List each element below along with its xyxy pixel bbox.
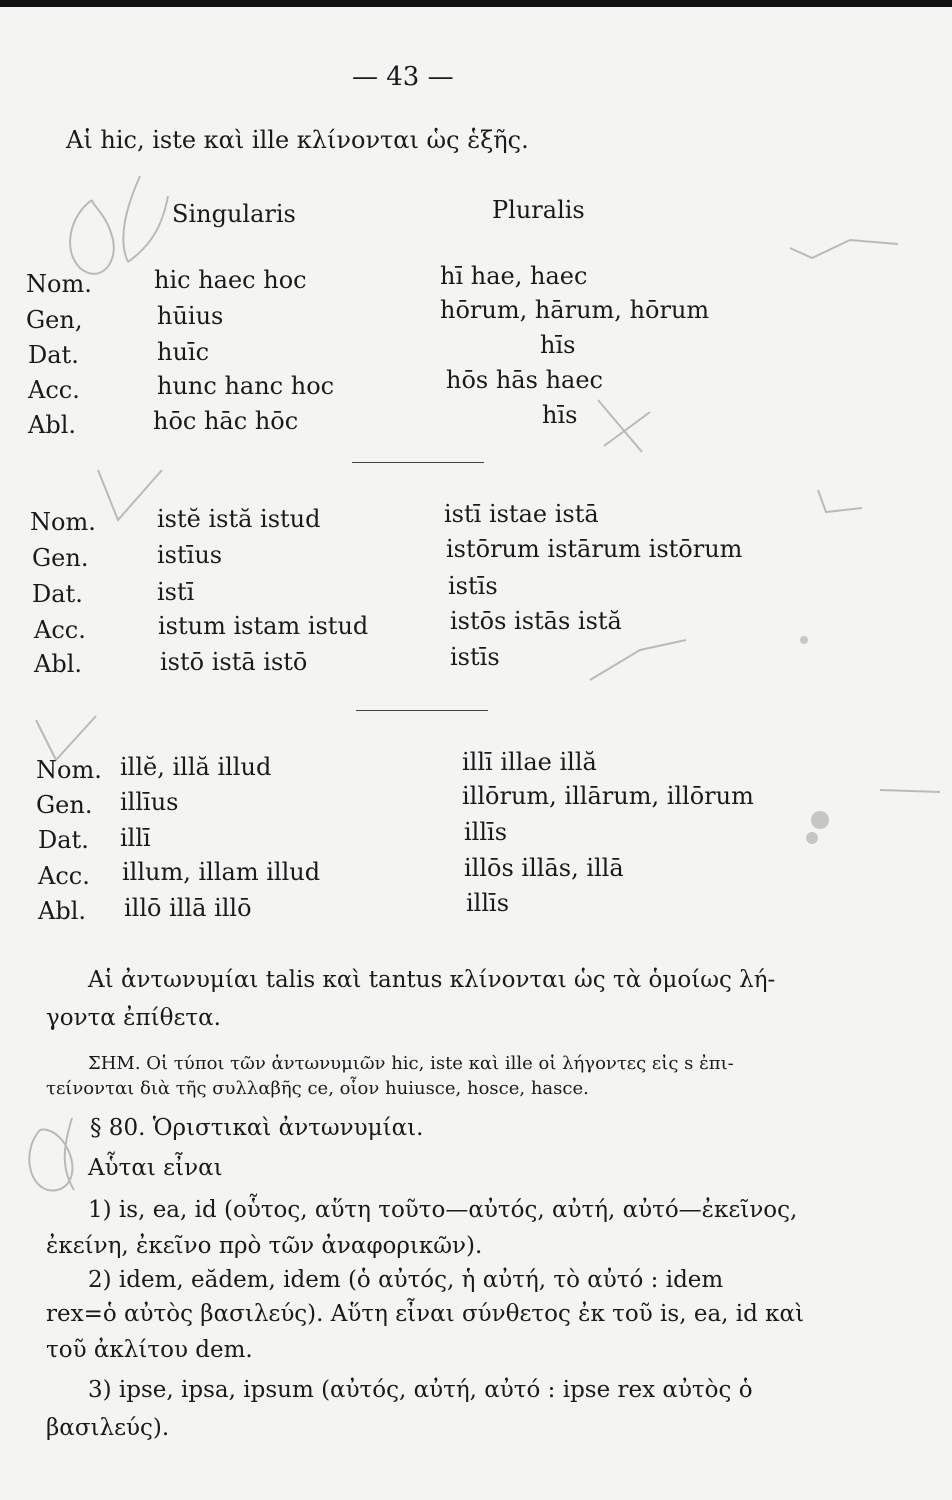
pencil-scribble <box>29 1130 72 1191</box>
list-item-line: τοῦ ἀκλίτου dem. <box>46 1337 253 1363</box>
plural-form: illī illae illă <box>462 748 597 776</box>
pencil-scribble <box>123 176 168 262</box>
plural-form: hīs <box>542 401 578 429</box>
paragraph-talis-line: Aἱ ἀντωνυμίαι talis καὶ tantus κλίνονται ὡς τὰ ὁμοίως λή- <box>88 967 776 993</box>
pencil-scribble <box>880 790 940 792</box>
case-label: Nom. <box>26 270 92 298</box>
singular-form: istĕ istă istud <box>157 505 321 533</box>
pencil-check <box>36 716 96 760</box>
column-header-pluralis: Pluralis <box>492 196 585 224</box>
pencil-check <box>98 470 162 520</box>
note-line: ΣΗΜ. Οἱ τύποι τῶν ἀντωνυμιῶν hic, iste καὶ ille οἱ λήγοντες εἰς s ἐπι- <box>88 1053 734 1074</box>
singular-form: istō istā istō <box>160 648 308 676</box>
case-label: Dat. <box>32 580 83 608</box>
ink-smudge <box>811 811 829 829</box>
case-label: Acc. <box>38 862 90 890</box>
case-label: Dat. <box>28 341 79 369</box>
singular-form: istum istam istud <box>158 612 369 640</box>
case-label: Abl. <box>34 650 82 678</box>
ink-smudge <box>800 636 808 644</box>
singular-form: illō illā illō <box>124 894 252 922</box>
list-item-line: 3) ipse, ipsa, ipsum (αὐτός, αὐτή, αὐτό : ipse rex αὐτὸς ὁ <box>88 1377 753 1403</box>
case-label: Nom. <box>36 756 102 784</box>
plural-form: hōs hās haec <box>446 366 603 394</box>
singular-form: hic haec hoc <box>154 266 307 294</box>
list-item-line: 2) idem, eădem, idem (ὁ αὐτός, ἡ αὐτή, τὸ αὐτό : idem <box>88 1267 724 1293</box>
section-divider <box>356 710 488 711</box>
singular-form: istī <box>157 578 195 606</box>
plural-form: hīs <box>540 331 576 359</box>
column-header-singularis: Singularis <box>172 200 296 228</box>
case-label: Acc. <box>34 616 86 644</box>
page-number: — 43 — <box>352 62 454 92</box>
singular-form: huīc <box>157 338 210 366</box>
case-label: Acc. <box>28 376 80 404</box>
plural-form: istīs <box>450 643 500 671</box>
page-top-edge <box>0 0 952 7</box>
pencil-scribble <box>70 200 114 274</box>
plural-form: istīs <box>448 572 498 600</box>
list-item-line: βασιλεύς). <box>46 1415 170 1441</box>
plural-form: illōs illās, illā <box>464 854 624 882</box>
pencil-scribble <box>590 640 686 680</box>
case-label: Abl. <box>28 411 76 439</box>
singular-form: illum, illam illud <box>122 858 321 886</box>
plural-form: illīs <box>464 818 508 846</box>
paragraph-talis-line: γοντα ἐπίθετα. <box>46 1005 221 1031</box>
plural-form: istī istae istā <box>444 500 599 528</box>
singular-form: hōc hāc hōc <box>153 407 299 435</box>
pencil-check <box>818 490 862 512</box>
section-heading: § 80. Ὁριστικαὶ ἀντωνυμίαι. <box>90 1115 424 1141</box>
plural-form: illōrum, illārum, illōrum <box>462 782 754 810</box>
note-line: τείνονται διὰ τῆς συλλαβῆς ce, οἷον huiusce, hosce, hasce. <box>46 1078 589 1099</box>
pencil-cross <box>598 400 650 452</box>
section-divider <box>352 462 484 463</box>
plural-form: istōs istās istă <box>450 607 622 635</box>
case-label: Gen. <box>32 544 89 572</box>
section-intro: Aὗται εἶναι <box>88 1155 223 1181</box>
singular-form: illĕ, illă illud <box>120 753 272 781</box>
list-item-line: ἐκείνη, ἐκεῖνο πρὸ τῶν ἀναφορικῶν). <box>46 1233 483 1259</box>
singular-form: illī <box>120 824 151 852</box>
list-item-line: 1) is, ea, id (οὗτος, αὕτη τοῦτο—αὐτός, αὐτή, αὐτό—ἐκεῖνος, <box>88 1197 798 1223</box>
singular-form: istīus <box>157 541 223 569</box>
intro-sentence: Aἱ hic, iste καὶ ille κλίνονται ὡς ἑξῆς. <box>66 126 529 154</box>
plural-form: hōrum, hārum, hōrum <box>440 296 710 324</box>
case-label: Dat. <box>38 826 89 854</box>
list-item-line: rex=ὁ αὐτὸς βασιλεύς). Aὕτη εἶναι σύνθετος ἐκ τοῦ is, ea, id καὶ <box>46 1301 805 1327</box>
singular-form: hunc hanc hoc <box>157 372 335 400</box>
singular-form: hūius <box>157 302 224 330</box>
plural-form: istōrum istārum istōrum <box>446 535 743 563</box>
case-label: Nom. <box>30 508 96 536</box>
case-label: Gen, <box>26 306 83 334</box>
plural-form: illīs <box>466 889 510 917</box>
ink-smudge <box>806 832 818 844</box>
plural-form: hī hae, haec <box>440 262 588 290</box>
pencil-scribble <box>65 1118 74 1190</box>
case-label: Gen. <box>36 791 93 819</box>
case-label: Abl. <box>38 897 86 925</box>
singular-form: illīus <box>120 788 179 816</box>
pencil-check <box>790 240 898 258</box>
